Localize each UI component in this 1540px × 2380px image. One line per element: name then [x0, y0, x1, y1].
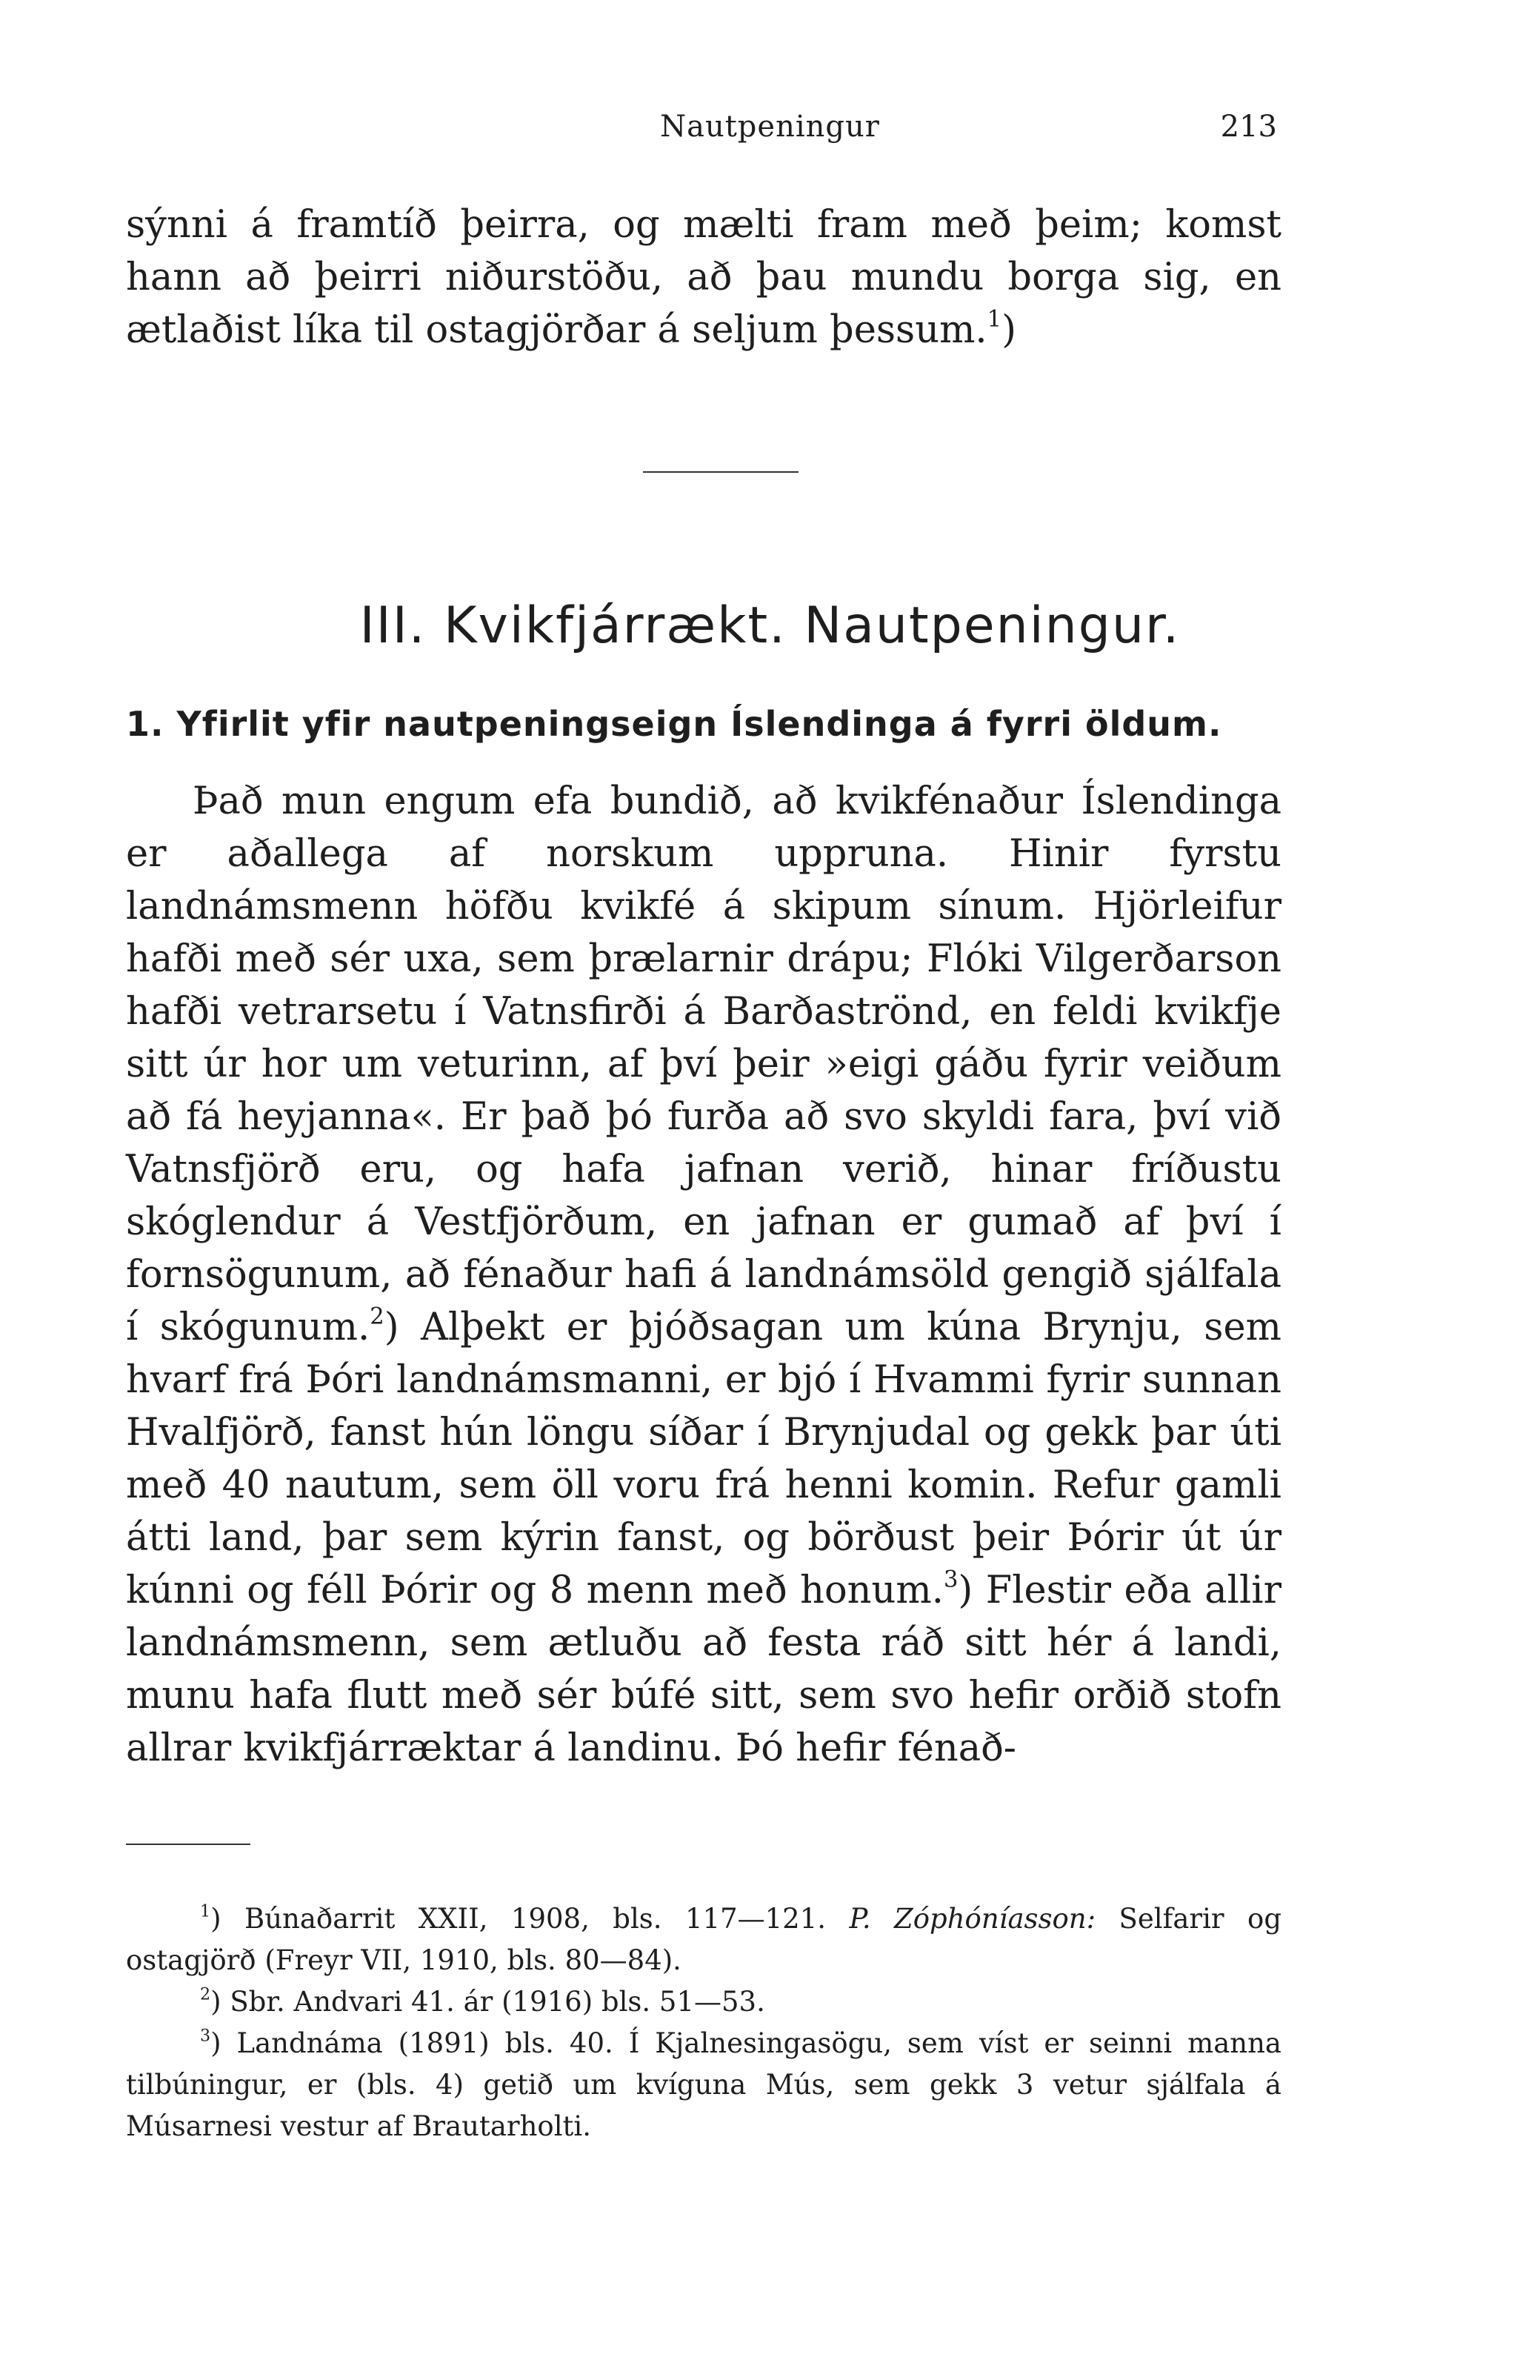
section-heading: III. Kvikfjárrækt. Nautpeningur. — [359, 596, 1181, 655]
body-paragraph: Það mun engum efa bundið, að kvikfénaður Íslendinga er aðallega af norskum uppruna. Hinir fyrstu landnámsmenn höfðu kvikfé á skipum sínum. Hjörleifur hafði með sér uxa, sem þrælarnir drápu; Flóki Vilgerðarson hafði vetrarsetu í Vatnsfirði á Barðaströnd, en feldi kvikfje sitt úr hor um veturinn, af því þeir »eigi gáðu fyrir veiðum að fá heyjanna«. Er það þó furða að svo skyldi fara, því við Vatnsfjörð eru, og hafa jafnan verið, hinar fríðustu skóglendur á Vestfjörðum, en jafnan er gumað af því í fornsögunum, að fénaður hafi á landnámsöld gengið sjálfala í skógunum.$^2$) Alþekt er þjóðsagan um kúna Brynju, sem hvarf frá Þóri landnámsmanni, er bjó í Hvammi fyrir sunnan Hvalfjörð, fanst hún löngu síðar í Brynjudal og gekk þar úti með 40 nautum, sem öll voru frá henni komin. Refur gamli átti land, þar sem kýrin fanst, og börðust þeir Þórir út úr kúnni og féll Þórir og 8 menn með honum.$^3$) Flestir eða allir landnámsmenn, sem ætluðu að festa ráð sitt hér á landi, munu hafa flutt með sér búfé sitt, sem svo hefir orðið stofn allrar kvikfjárræktar á landinu. Þó hefir fénað- — [126, 780, 1281, 1770]
running-title: Nautpeningur — [660, 110, 880, 144]
body-segment-3: Flestir eða allir landnámsmenn, sem ætluðu að festa ráð sitt hér á landi, munu hafa flutt með sér búfé sitt, sem svo hefir orðið stofn allrar kvikfjárræktar á landinu. Þó hefir fénað- — [126, 1569, 1281, 1770]
subsection-heading: 1. Yfirlit yfir nautpeningseign Íslendinga á fyrri öldum. — [126, 704, 1222, 744]
page-header — [0, 110, 1540, 154]
opening-text: sýnni á framtíð þeirra, og mælti fram með þeim; komst hann að þeirri niðurstöðu, að þau mundu borga sig, en ætlaðist líka til ostagjörðar á seljum þessum. — [126, 203, 1281, 352]
page-number: 213 — [1220, 110, 1277, 144]
footnote-2: $^2$) Sbr. Andvari 41. ár (1916) bls. 51—53. — [200, 1984, 765, 2018]
footnote-1: $^1$) Búnaðarrit XXII, 1908, bls. 117—121. P. Zóphóníasson: Selfarir og ostagjörð (Freyr VII, 1910, bls. 80—84). — [126, 1901, 1282, 1976]
footnote-ref-3: 3 — [943, 1566, 959, 1593]
footnotes — [126, 1898, 1281, 2147]
body-segment-1: Það mun engum efa bundið, að kvikfénaður Íslendinga er aðallega af norskum uppruna. Hinir fyrstu landnámsmenn höfðu kvikfé á skipum sínum. Hjörleifur hafði með sér uxa, sem þrælarnir drápu; Flóki Vilgerðarson hafði vetrarsetu í Vatnsfirði á Barðaströnd, en feldi kvikfje sitt úr hor um veturinn, af því þeir »eigi gáðu fyrir veiðum að fá heyjanna«. Er það þó furða að svo skyldi fara, því við Vatnsfjörð eru, og hafa jafnan verið, hinar fríðustu skóglendur á Vestfjörðum, en jafnan er gumað af því í fornsögunum, að fénaður hafi á landnámsöld gengið sjálfala í skógunum. — [126, 780, 1281, 1349]
main-body — [126, 775, 1281, 1775]
footnote-ref-2: 2 — [370, 1303, 384, 1330]
section-divider — [643, 471, 799, 473]
body-segment-2: Alþekt er þjóðsagan um kúna Brynju, sem hvarf frá Þóri landnámsmanni, er bjó í Hvammi fyrir sunnan Hvalfjörð, fanst hún löngu síðar í Brynjudal og gekk þar úti með 40 nautum, sem öll voru frá henni komin. Refur gamli átti land, þar sem kýrin fanst, og börðust þeir Þórir út úr kúnni og féll Þórir og 8 menn með honum. — [126, 1306, 1281, 1612]
footnote-divider — [126, 1844, 250, 1845]
footnote-ref-1: 1 — [987, 306, 1002, 333]
footnote-1-author: P. Zóphóníasson: — [849, 1903, 1096, 1935]
opening-paragraph-text: sýnni á framtíð þeirra, og mælti fram með þeim; komst hann að þeirri niðurstöðu, að þau mundu borga sig, en ætlaðist líka til ostagjörðar á seljum þessum.$^1$) — [126, 203, 1281, 352]
footnote-3: $^3$) Landnáma (1891) bls. 40. Í Kjalnesingasögu, sem víst er seinni manna tilbúningur, er (bls. 4) getið um kvíguna Mús, sem gekk 3 vetur sjálfala á Músarnesi vestur af Brautarholti. — [126, 2026, 1281, 2142]
opening-paragraph — [126, 199, 1281, 356]
